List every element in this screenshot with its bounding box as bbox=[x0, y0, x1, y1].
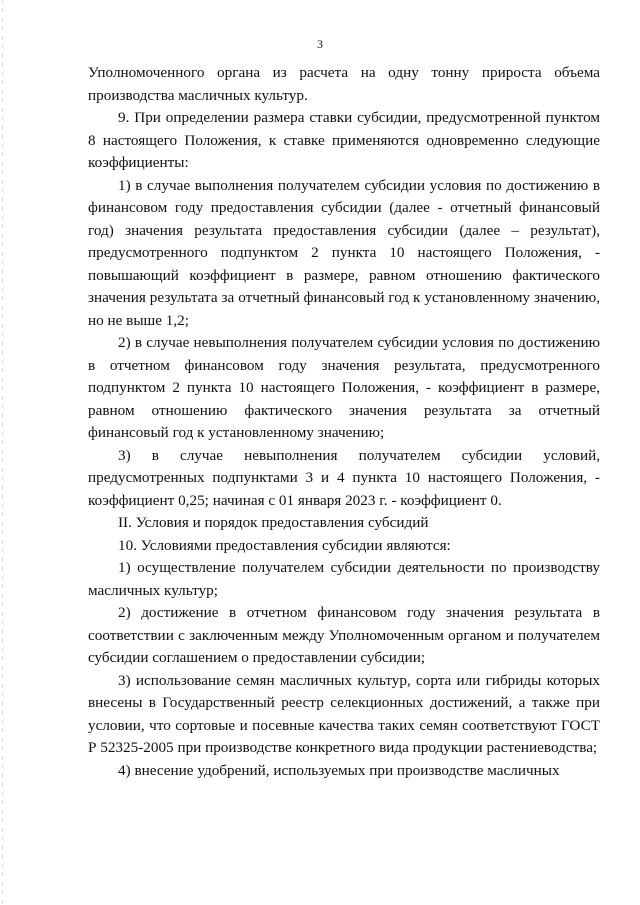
section-title: II. Условия и порядок предоставления субсидий bbox=[118, 514, 429, 531]
scan-edge-line bbox=[2, 0, 3, 905]
paragraph-continuation: Уполномоченного органа из расчета на одну тонну прироста объема производства масличных культур. bbox=[88, 64, 600, 104]
paragraph-coefficient-3: 3) в случае невыполнения получателем субсидии условий, предусмотренных подпунктами 3 и 4 пункта 10 настоящего Положения, - коэффициент 0,25; начиная с 01 января 2023 г. - коэффициент 0. bbox=[88, 446, 600, 509]
paragraph-coefficient-1: 1) в случае выполнения получателем субсидии условия по достижению в финансовом году предоставления субсидии (далее - отчетный финансовый год) значения результата предоставления субсидии (далее – результат), предусмотренного подпунктом 2 пункта 10 настоящего Положения, - повышающий коэффициент в размере, равном отношению фактического значения результата за отчетный финансовый год к установленному значению, но не выше 1,2; bbox=[88, 176, 600, 329]
paragraph-condition-1: 1) осуществление получателем субсидии деятельности по производству масличных культур; bbox=[88, 559, 600, 599]
paragraph-coefficient-2: 2) в случае невыполнения получателем субсидии условия по достижению в отчетном финансовом году значения результата, предусмотренного подпунктом 2 пункта 10 настоящего Положения, - коэффициент в размере, равном отношению фактического значения результата за отчетный финансовый год к установленному значению; bbox=[88, 334, 600, 441]
paragraph-condition-4: 4) внесение удобрений, используемых при производстве масличных bbox=[118, 761, 560, 779]
page-number: 3 bbox=[317, 37, 323, 51]
paragraph-item-9: 9. При определении размера ставки субсидии, предусмотренной пунктом 8 настоящего Положения, к ставке применяются одновременно следующие коэффициенты: bbox=[88, 109, 600, 171]
paragraph-condition-3: 3) использование семян масличных культур, сорта или гибриды которых внесены в Государственный реестр селекционных достижений, а также при условии, что сортовые и посевные качества таких семян соответствуют ГОСТ Р 52325-2005 при производстве конкретного вида продукции растениеводства; bbox=[88, 671, 600, 756]
document-body bbox=[88, 62, 600, 782]
paragraph-item-10: 10. Условиями предоставления субсидии являются: bbox=[118, 536, 451, 554]
paragraph-condition-2: 2) достижение в отчетном финансовом году значения результата в соответствии с заключенным между Уполномоченным органом и получателем субсидии соглашением о предоставлении субсидии; bbox=[88, 604, 600, 666]
